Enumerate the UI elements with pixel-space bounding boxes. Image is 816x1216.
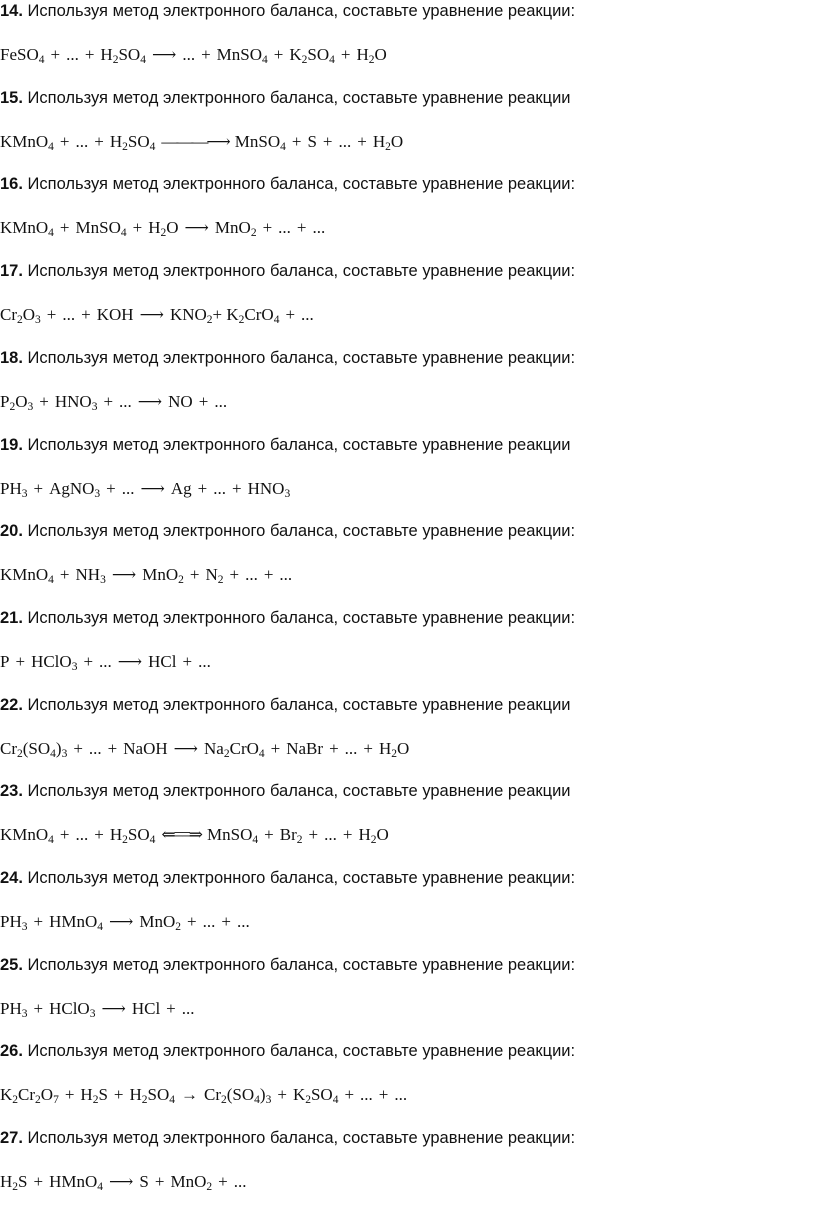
task-title bbox=[0, 867, 575, 889]
task-number: 23. bbox=[0, 782, 23, 801]
task-number: 22. bbox=[0, 695, 23, 714]
task-number: 16. bbox=[0, 175, 23, 194]
reaction-equation: $PH_3$ + AgNO$_3$ + ... ⟶ Ag + ... + $HNO_3$ bbox=[0, 478, 291, 500]
reaction-equation: $H_2S$ + HMnO$_4$ ⟶ S + MnO$_2$ + ... bbox=[0, 1172, 247, 1194]
reaction-equation: KMnO$_4$ + MnSO$_4$ + $H_2O$ ⟶ MnO$_2$ + ... + ... bbox=[0, 218, 326, 240]
task-text: Используя метод электронного баланса, составьте уравнение реакции bbox=[27, 435, 571, 454]
task-title bbox=[0, 260, 575, 282]
task-title bbox=[0, 694, 571, 716]
task-number: 19. bbox=[0, 435, 23, 454]
task-title bbox=[0, 1040, 575, 1062]
task-number: 15. bbox=[0, 88, 23, 107]
task-text: Используя метод электронного баланса, составьте уравнение реакции: bbox=[27, 955, 576, 974]
reaction-equation: KMnO$_4$ + ... + $H_2SO_4$ ⇐==⇒ MnSO$_4$ + $Br_2$ + ... + $H_2O$ bbox=[0, 825, 389, 847]
task-title bbox=[0, 173, 575, 195]
task-title bbox=[0, 520, 575, 542]
task-title bbox=[0, 780, 571, 802]
task-text: Используя метод электронного баланса, составьте уравнение реакции: bbox=[27, 1042, 576, 1061]
reaction-equation: KMnO$_4$ + ... + $H_2SO_4$ ———⟶ MnSO$_4$ + S + ... + $H_2O$ bbox=[0, 131, 404, 153]
task-number: 27. bbox=[0, 1129, 23, 1148]
task-text: Используя метод электронного баланса, составьте уравнение реакции: bbox=[27, 262, 576, 281]
reaction-equation: $PH_3$ + HClO$_3$ ⟶ HCl + ... bbox=[0, 998, 195, 1020]
reaction-equation: KMnO$_4$ + $NH_3$ ⟶ $MnO_2 + N_2$ + ... + ... bbox=[0, 565, 293, 587]
task-number: 26. bbox=[0, 1042, 23, 1061]
task-number: 14. bbox=[0, 2, 23, 20]
task-title bbox=[0, 347, 575, 369]
task-title bbox=[0, 1127, 575, 1149]
task-text: Используя метод электронного баланса, составьте уравнение реакции: bbox=[27, 348, 576, 367]
task-text: Используя метод электронного баланса, составьте уравнение реакции: bbox=[27, 608, 576, 627]
task-text: Используя метод электронного баланса, составьте уравнение реакции: bbox=[27, 869, 576, 887]
task-number: 21. bbox=[0, 608, 23, 627]
task-number: 17. bbox=[0, 262, 23, 281]
task-title bbox=[0, 954, 575, 976]
reaction-equation: $Cr_2(SO_4)_3$ + ... + NaOH ⟶ $Na_2CrO_4$ + NaBr + ... + $H_2O$ bbox=[0, 738, 410, 760]
task-text: Используя метод электронного баланса, составьте уравнение реакции bbox=[27, 782, 571, 801]
reaction-equation: $K_2Cr_2O_7 + H_2S + H_2SO_4 \to Cr_2(SO_4)_3 + K_2SO_4$ + ... + ... bbox=[0, 1085, 408, 1107]
task-text: Используя метод электронного баланса, составьте уравнение реакции: bbox=[27, 2, 576, 20]
task-text: Используя метод электронного баланса, составьте уравнение реакции: bbox=[27, 1129, 576, 1148]
reaction-equation: $PH_3$ + HMnO$_4$ ⟶ MnO$_2$ + ... + ... bbox=[0, 912, 250, 933]
task-title bbox=[0, 87, 571, 109]
task-text: Используя метод электронного баланса, составьте уравнение реакции: bbox=[27, 175, 576, 194]
task-title bbox=[0, 607, 575, 629]
reaction-equation: P + HClO$_3$ + ... ⟶ HCl + ... bbox=[0, 651, 211, 673]
task-number: 20. bbox=[0, 522, 23, 541]
task-number: 24. bbox=[0, 869, 23, 887]
reaction-equation: $P_2O_3 + HNO_3$ + ... ⟶ NO + ... bbox=[0, 391, 228, 413]
task-title bbox=[0, 0, 575, 22]
task-text: Используя метод электронного баланса, составьте уравнение реакции bbox=[27, 695, 571, 714]
task-text: Используя метод электронного баланса, составьте уравнение реакции bbox=[27, 88, 571, 107]
task-number: 18. bbox=[0, 348, 23, 367]
reaction-equation: FeSO$_4$ + ... + $H_2SO_4$ ⟶ ... + MnSO$_4$ + $K_2SO_4 + H_2O$ bbox=[0, 45, 387, 66]
task-title bbox=[0, 434, 571, 456]
task-number: 25. bbox=[0, 955, 23, 974]
reaction-equation: $Cr_2O_3$ + ... + KOH ⟶ $KNO_2+ K_2CrO_4$ + ... bbox=[0, 305, 314, 327]
task-text: Используя метод электронного баланса, составьте уравнение реакции: bbox=[27, 522, 576, 541]
